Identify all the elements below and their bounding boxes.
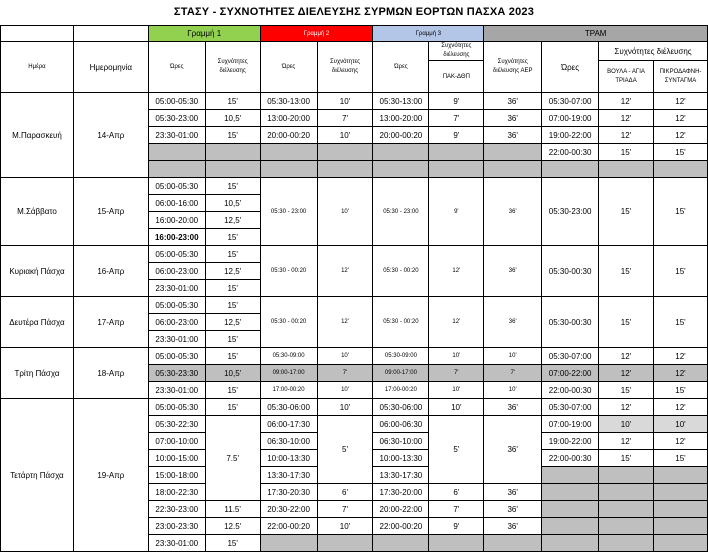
tram-voula-freq: 12' (599, 93, 654, 110)
tram-pikrodafni-freq: 12' (653, 348, 707, 365)
line1-hours: 05:30-22:30 (148, 416, 205, 433)
line1-hours: 23:30-01:00 (148, 331, 205, 348)
empty-cell (599, 535, 654, 552)
line3-freq: 7' (429, 501, 484, 518)
line1-freq: 15' (205, 348, 260, 365)
line2-hours: 05:30 - 23:00 (260, 178, 317, 246)
line3-freq: 7' (429, 365, 484, 382)
empty-cell (542, 535, 599, 552)
line3-hours: 10:00-13:30 (373, 450, 429, 467)
line3-hours: 13:00-20:00 (373, 110, 429, 127)
line2-header: Γραμμή 2 (260, 26, 373, 42)
tram-header: ΤΡΑΜ (484, 26, 708, 42)
schedule-table (0, 25, 708, 552)
line1-hours: 23:30-01:00 (148, 127, 205, 144)
line2-freq: 10' (317, 399, 373, 416)
date-sunday: 16-Απρ (73, 246, 148, 297)
empty-cell (429, 535, 484, 552)
line2-hours: 13:00-20:00 (260, 110, 317, 127)
empty-cell (484, 161, 542, 178)
empty-cell (373, 144, 429, 161)
empty-cell (653, 535, 707, 552)
empty-cell (484, 535, 542, 552)
empty-cell (317, 144, 373, 161)
empty-cell (484, 144, 542, 161)
tram-pikrodafni-freq: 15' (653, 178, 707, 246)
line3-freq: 10' (429, 348, 484, 365)
date-wednesday: 19-Απρ (73, 399, 148, 552)
empty-cell (317, 535, 373, 552)
line2-freq: 10' (317, 127, 373, 144)
day-friday: Μ.Παρασκευή (1, 93, 74, 178)
line3-hours: 13:30-17:30 (373, 467, 429, 484)
line1-hours: 05:00-05:30 (148, 297, 205, 314)
empty-cell (599, 484, 654, 501)
line3-freq: 9' (429, 178, 484, 246)
empty-cell (653, 518, 707, 535)
tram-pikrodafni-freq: 10' (653, 416, 707, 433)
line3-hours: 20:00-22:00 (373, 501, 429, 518)
tram-hours-header: Ώρες (542, 42, 599, 93)
day-tuesday: Τρίτη Πάσχα (1, 348, 74, 399)
line1-freq: 15' (205, 178, 260, 195)
line3-freq: 12' (429, 297, 484, 348)
line3-aer-freq: 10' (484, 348, 542, 365)
line3-hours: 05:30-09:00 (373, 348, 429, 365)
tram-hours: 05:30-07:00 (542, 93, 599, 110)
line1-hours: 23:30-01:00 (148, 535, 205, 552)
line2-freq: 10' (317, 93, 373, 110)
line3-aer-freq: 36' (484, 127, 542, 144)
date-friday: 14-Απρ (73, 93, 148, 178)
line3-aer-freq: 36' (484, 110, 542, 127)
line2-freq: 12' (317, 246, 373, 297)
empty-cell (542, 161, 599, 178)
day-wednesday: Τετάρτη Πάσχα (1, 399, 74, 552)
line3-freq-header: Συχνότητες διέλευσης (429, 42, 484, 61)
tram-pikrodafni-header: ΠΙΚΡΟΔΑΦΝΗ-ΣΥΝΤΑΓΜΑ (653, 61, 707, 93)
tram-voula-freq: 10' (599, 416, 654, 433)
tram-hours: 07:00-19:00 (542, 110, 599, 127)
empty-cell (373, 535, 429, 552)
tram-hours: 19:00-22:00 (542, 127, 599, 144)
line2-freq: 10' (317, 348, 373, 365)
tram-pikrodafni-freq: 15' (653, 246, 707, 297)
line1-hours: 05:00-05:30 (148, 348, 205, 365)
date-tuesday: 18-Απρ (73, 348, 148, 399)
line1-hours: 06:00-23:00 (148, 263, 205, 280)
page-title: ΣΤΑΣΥ - ΣΥΧΝΟΤΗΤΕΣ ΔΙΕΛΕΥΣΗΣ ΣΥΡΜΩΝ ΕΟΡΤΩΝ ΠΑΣΧΑ 2023 (173, 6, 535, 18)
tram-voula-freq: 15' (599, 297, 654, 348)
line1-freq: 12,5' (205, 263, 260, 280)
line2-hours: 20:30-22:00 (260, 501, 317, 518)
date-header: Ημερομηνία (73, 42, 148, 93)
line3-aer-freq: 36' (484, 518, 542, 535)
line1-hours: 16:00-23:00 (148, 229, 205, 246)
tram-hours: 22:00-00:30 (542, 382, 599, 399)
line2-hours: 06:00-17:30 (260, 416, 317, 433)
empty-cell (429, 161, 484, 178)
empty-cell (260, 144, 317, 161)
header-blank (1, 26, 74, 42)
empty-cell (542, 484, 599, 501)
line1-hours: 05:00-05:30 (148, 93, 205, 110)
line3-hours-header: Ώρες (373, 42, 429, 93)
line2-hours: 06:30-10:00 (260, 433, 317, 450)
line1-freq: 12,5' (205, 212, 260, 229)
day-saturday: Μ.Σάββατο (1, 178, 74, 246)
empty-cell (599, 501, 654, 518)
empty-cell (542, 501, 599, 518)
line1-freq: 15' (205, 127, 260, 144)
tram-pikrodafni-freq: 15' (653, 297, 707, 348)
line1-header: Γραμμή 1 (148, 26, 260, 42)
empty-cell (260, 535, 317, 552)
line3-hours: 09:00-17:00 (373, 365, 429, 382)
tram-voula-freq: 12' (599, 348, 654, 365)
day-sunday: Κυριακή Πάσχα (1, 246, 74, 297)
line3-hours: 05:30 - 00:20 (373, 246, 429, 297)
line2-freq: 6' (317, 484, 373, 501)
line1-freq: 11.5' (205, 501, 260, 518)
line2-hours: 05:30-06:00 (260, 399, 317, 416)
line3-freq: 9' (429, 127, 484, 144)
line2-freq: 7' (317, 110, 373, 127)
empty-cell (653, 501, 707, 518)
line3-aer-freq: 36' (484, 484, 542, 501)
tram-pikrodafni-freq: 12' (653, 127, 707, 144)
line3-hours: 06:00-06:30 (373, 416, 429, 433)
line1-freq: 15' (205, 331, 260, 348)
tram-voula-freq: 15' (599, 450, 654, 467)
date-monday: 17-Απρ (73, 297, 148, 348)
tram-voula-header: ΒΟΥΛΑ - ΑΓΙΑ ΤΡΙΑΔΑ (599, 61, 654, 93)
line1-hours: 23:30-01:00 (148, 382, 205, 399)
line2-hours: 17:30-20:30 (260, 484, 317, 501)
line1-hours: 10:00-15:00 (148, 450, 205, 467)
line1-freq: 15' (205, 535, 260, 552)
tram-pikrodafni-freq: 15' (653, 450, 707, 467)
line1-hours: 15:00-18:00 (148, 467, 205, 484)
line1-freq: 15' (205, 399, 260, 416)
line2-freq: 10' (317, 382, 373, 399)
line3-hours: 22:00-00:20 (373, 518, 429, 535)
line2-freq: 5' (317, 416, 373, 484)
line3-aer-freq: 36' (484, 297, 542, 348)
line2-hours-header: Ώρες (260, 42, 317, 93)
tram-voula-freq: 15' (599, 382, 654, 399)
tram-pikrodafni-freq: 15' (653, 382, 707, 399)
line1-hours: 05:30-23:00 (148, 110, 205, 127)
empty-cell (205, 144, 260, 161)
line1-freq: 15' (205, 297, 260, 314)
line3-aer-freq: 36' (484, 399, 542, 416)
empty-cell (317, 161, 373, 178)
line1-hours: 05:30-23:30 (148, 365, 205, 382)
empty-cell (542, 467, 599, 484)
line2-hours: 22:00-00:20 (260, 518, 317, 535)
line3-aer-freq: 7' (484, 365, 542, 382)
day-monday: Δευτέρα Πάσχα (1, 297, 74, 348)
line2-freq: 12' (317, 297, 373, 348)
line3-aer-freq: 10' (484, 382, 542, 399)
line1-hours: 16:00-20:00 (148, 212, 205, 229)
date-saturday: 15-Απρ (73, 178, 148, 246)
line2-hours: 05:30-09:00 (260, 348, 317, 365)
line2-hours: 05:30-13:00 (260, 93, 317, 110)
tram-hours: 05:30-07:00 (542, 399, 599, 416)
tram-voula-freq: 12' (599, 127, 654, 144)
tram-pikrodafni-freq: 12' (653, 433, 707, 450)
line2-freq: 10' (317, 178, 373, 246)
line1-hours: 05:00-05:30 (148, 178, 205, 195)
line2-freq: 10' (317, 518, 373, 535)
empty-cell (599, 518, 654, 535)
line3-freq: 10' (429, 399, 484, 416)
line3-freq: 10' (429, 382, 484, 399)
line2-freq-header: Συχνότητες διέλευσης (317, 42, 373, 93)
line1-freq-header: Συχνότητες διέλευσης (205, 42, 260, 93)
line1-hours: 06:00-16:00 (148, 195, 205, 212)
empty-cell (373, 161, 429, 178)
line3-freq: 12' (429, 246, 484, 297)
tram-voula-freq: 15' (599, 178, 654, 246)
line3-freq: 9' (429, 93, 484, 110)
line1-freq: 7.5' (205, 416, 260, 501)
line2-hours: 10:00-13:30 (260, 450, 317, 467)
line2-hours: 05:30 - 00:20 (260, 297, 317, 348)
line3-aer-freq: 36' (484, 501, 542, 518)
tram-hours: 19:00-22:00 (542, 433, 599, 450)
tram-voula-freq: 12' (599, 110, 654, 127)
line1-hours-header: Ώρες (148, 42, 205, 93)
line2-hours: 17:00-00:20 (260, 382, 317, 399)
line2-hours: 05:30 - 00:20 (260, 246, 317, 297)
line1-hours: 05:00-05:30 (148, 246, 205, 263)
tram-pikrodafni-freq: 12' (653, 110, 707, 127)
tram-pikrodafni-freq: 12' (653, 93, 707, 110)
line1-hours: 22:30-23:00 (148, 501, 205, 518)
line1-freq: 15' (205, 229, 260, 246)
line2-hours: 13:30-17:30 (260, 467, 317, 484)
empty-cell (653, 484, 707, 501)
line3-aer-freq: 36' (484, 246, 542, 297)
line1-hours: 23:30-01:00 (148, 280, 205, 297)
empty-cell (542, 518, 599, 535)
line1-freq: 12,5' (205, 314, 260, 331)
line3-aer-freq: 36' (484, 93, 542, 110)
line3-freq: 9' (429, 518, 484, 535)
empty-cell (205, 161, 260, 178)
tram-freq-header: Συχνότητες διέλευσης (599, 42, 708, 61)
empty-cell (260, 161, 317, 178)
line1-hours: 18:00-22:30 (148, 484, 205, 501)
line3-hours: 20:00-00:20 (373, 127, 429, 144)
tram-hours: 05:30-00:30 (542, 246, 599, 297)
tram-voula-freq: 15' (599, 144, 654, 161)
tram-hours: 07:00-19:00 (542, 416, 599, 433)
line1-hours: 05:00-05:30 (148, 399, 205, 416)
tram-pikrodafni-freq: 12' (653, 365, 707, 382)
tram-hours: 05:30-07:00 (542, 348, 599, 365)
empty-cell (653, 467, 707, 484)
tram-pikrodafni-freq: 12' (653, 399, 707, 416)
line3-header: Γραμμή 3 (373, 26, 484, 42)
empty-cell (599, 161, 654, 178)
line3-aer-freq-header: Συχνότητες διέλευσης ΑΕΡ (484, 42, 542, 93)
empty-cell (429, 144, 484, 161)
empty-cell (148, 144, 205, 161)
line1-freq: 15' (205, 246, 260, 263)
line3-freq: 7' (429, 110, 484, 127)
line1-freq: 15' (205, 93, 260, 110)
tram-voula-freq: 12' (599, 433, 654, 450)
day-header: Ημέρα (1, 42, 74, 93)
line3-hours: 05:30 - 23:00 (373, 178, 429, 246)
line2-freq: 7' (317, 365, 373, 382)
tram-voula-freq: 12' (599, 399, 654, 416)
tram-hours: 07:00-22:00 (542, 365, 599, 382)
line3-freq: 6' (429, 484, 484, 501)
line1-freq: 10,5' (205, 365, 260, 382)
tram-hours: 22:00-00:30 (542, 450, 599, 467)
line1-freq: 15' (205, 280, 260, 297)
tram-pikrodafni-freq: 15' (653, 144, 707, 161)
line1-freq: 15' (205, 382, 260, 399)
line3-aer-freq: 36' (484, 178, 542, 246)
line1-hours: 07:00-10:00 (148, 433, 205, 450)
line2-hours: 20:00-00:20 (260, 127, 317, 144)
line3-hours: 05:30-13:00 (373, 93, 429, 110)
line3-freq: 5' (429, 416, 484, 484)
line2-hours: 09:00-17:00 (260, 365, 317, 382)
line3-hours: 05:30-06:00 (373, 399, 429, 416)
empty-cell (148, 161, 205, 178)
line3-aer-freq: 36' (484, 416, 542, 484)
line1-hours: 23:00-23:30 (148, 518, 205, 535)
empty-cell (599, 467, 654, 484)
tram-hours: 22:00-00:30 (542, 144, 599, 161)
line3-hours: 17:30-20:00 (373, 484, 429, 501)
line3-hours: 05:30 - 00:20 (373, 297, 429, 348)
line1-freq: 12.5' (205, 518, 260, 535)
line3-pak-header: ΠΑΚ-ΔΘΠ (429, 61, 484, 93)
empty-cell (653, 161, 707, 178)
tram-hours: 05:30-23:00 (542, 178, 599, 246)
tram-voula-freq: 15' (599, 246, 654, 297)
tram-voula-freq: 12' (599, 365, 654, 382)
line1-freq: 10,5' (205, 195, 260, 212)
line1-hours: 06:00-23:00 (148, 314, 205, 331)
tram-hours: 05:30-00:30 (542, 297, 599, 348)
line3-hours: 06:30-10:00 (373, 433, 429, 450)
line2-freq: 7' (317, 501, 373, 518)
line3-hours: 17:00-00:20 (373, 382, 429, 399)
line1-freq: 10,5' (205, 110, 260, 127)
header-blank (73, 26, 148, 42)
